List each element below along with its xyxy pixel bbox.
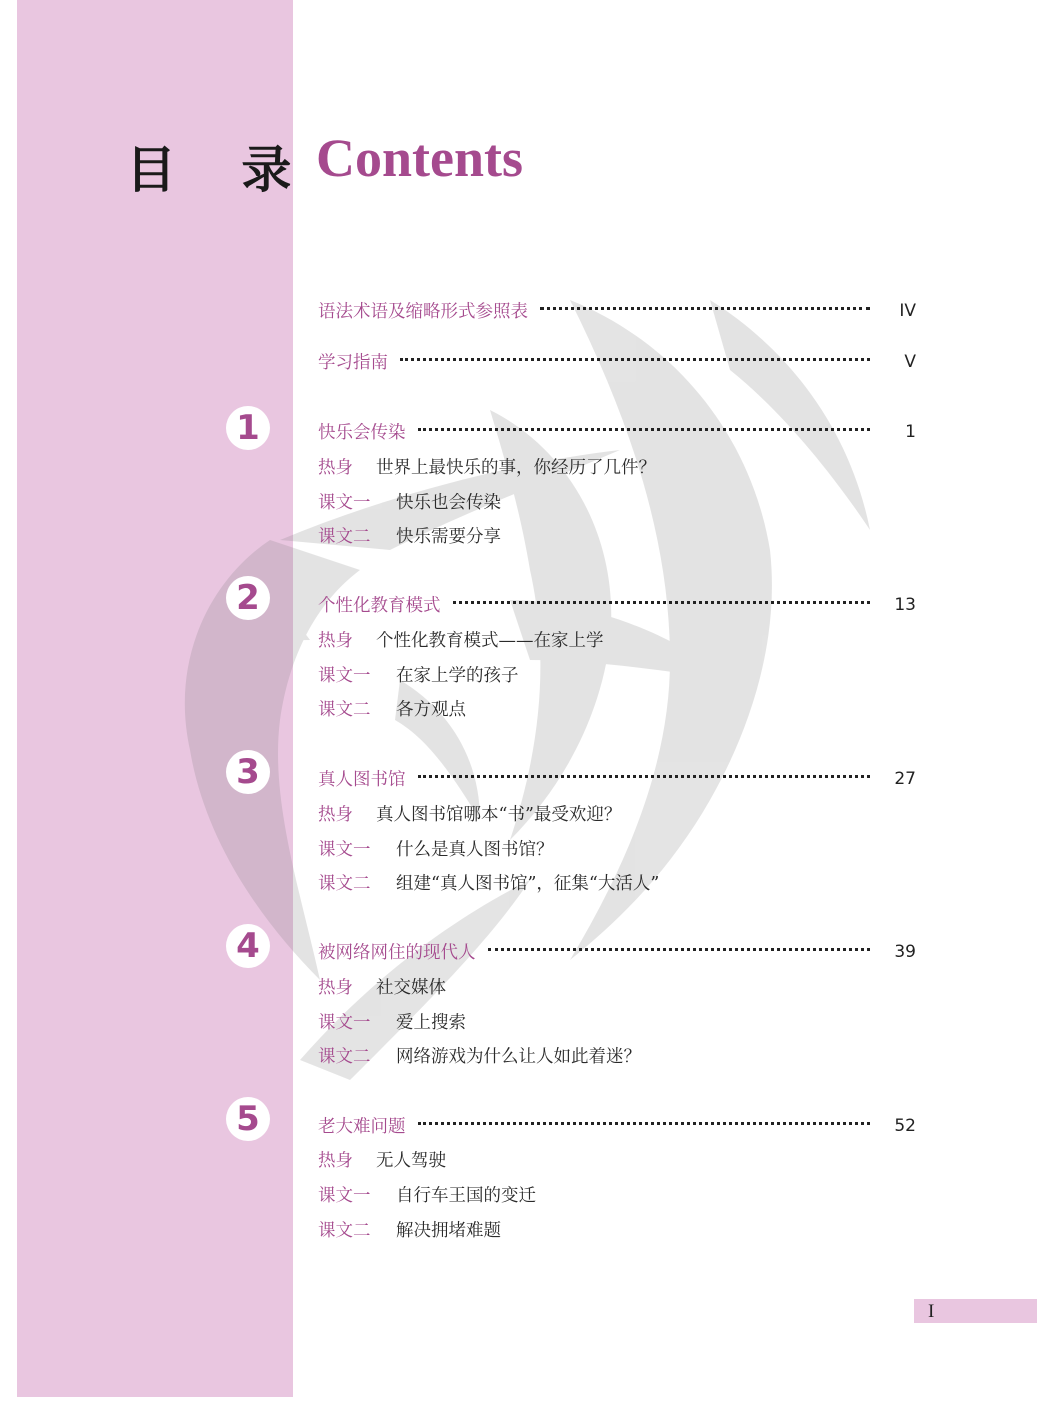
dot-leader: [400, 358, 870, 361]
text-tag: 课文一: [318, 840, 371, 860]
toc-entry-grammar-table[interactable]: [318, 298, 916, 323]
dot-leader: [418, 1122, 871, 1125]
text-tag: 课文二: [318, 700, 371, 720]
toc-page-number: 39: [894, 941, 916, 962]
sub-title: 个性化教育模式——在家上学: [376, 631, 604, 651]
unit-number-badge: 2: [226, 576, 270, 620]
toc-sub-text-1[interactable]: [318, 1182, 536, 1207]
toc-page-number: 27: [894, 768, 916, 789]
warmup-tag: 热身: [318, 978, 353, 998]
page-title-chinese: 目 录: [126, 141, 316, 199]
toc-entry-label: 语法术语及缩略形式参照表: [318, 302, 528, 322]
sub-title: 快乐也会传染: [396, 493, 501, 513]
sub-title: 解决拥堵难题: [396, 1221, 501, 1241]
toc-entry-study-guide[interactable]: [318, 349, 916, 374]
warmup-tag: 热身: [318, 458, 353, 478]
text-tag: 课文一: [318, 1013, 371, 1033]
toc-page-number: 52: [894, 1115, 916, 1136]
unit-number-badge: 5: [226, 1097, 270, 1141]
warmup-tag: 热身: [318, 1151, 353, 1171]
toc-entry-label: 真人图书馆: [318, 770, 406, 790]
toc-entry-label: 个性化教育模式: [318, 596, 441, 616]
toc-entry-unit-5[interactable]: [318, 1113, 916, 1138]
toc-entry-label: 被网络网住的现代人: [318, 943, 476, 963]
unit-number-badge: 4: [226, 924, 270, 968]
text-tag: 课文二: [318, 1047, 371, 1067]
toc-sub-text-2[interactable]: [318, 523, 501, 548]
toc-entry-unit-4[interactable]: [318, 939, 916, 964]
sub-title: 爱上搜索: [396, 1013, 466, 1033]
toc-sub-text-2[interactable]: [318, 1217, 501, 1242]
toc-sub-text-1[interactable]: [318, 1009, 466, 1034]
toc-sub-warmup[interactable]: [318, 454, 656, 479]
toc-sub-warmup[interactable]: [318, 1147, 446, 1172]
toc-entry-unit-3[interactable]: [318, 766, 916, 791]
warmup-tag: 热身: [318, 805, 353, 825]
toc-page-number: 1: [905, 421, 916, 442]
text-tag: 课文一: [318, 666, 371, 686]
sub-title: 组建“真人图书馆”，征集“大活人”: [396, 874, 660, 894]
sub-title: 自行车王国的变迁: [396, 1186, 536, 1206]
dot-leader: [453, 601, 871, 604]
sub-title: 网络游戏为什么让人如此着迷？: [396, 1047, 641, 1067]
text-tag: 课文二: [318, 1221, 371, 1241]
page-number: I: [914, 1299, 1037, 1323]
sub-title: 各方观点: [396, 700, 466, 720]
toc-sub-text-2[interactable]: [318, 870, 659, 895]
dot-leader: [418, 428, 871, 431]
sub-title: 无人驾驶: [376, 1151, 446, 1171]
toc-sub-warmup[interactable]: [318, 627, 604, 652]
sub-title: 世界上最快乐的事，你经历了几件？: [376, 458, 656, 478]
toc-entry-label: 学习指南: [318, 353, 388, 373]
warmup-tag: 热身: [318, 631, 353, 651]
dot-leader: [418, 775, 871, 778]
toc-page-number: 13: [894, 594, 916, 615]
unit-number-badge: 1: [226, 406, 270, 450]
text-tag: 课文二: [318, 527, 371, 547]
toc-sub-text-2[interactable]: [318, 1043, 641, 1068]
dot-leader: [488, 948, 871, 951]
text-tag: 课文一: [318, 1186, 371, 1206]
toc-sub-text-2[interactable]: [318, 696, 466, 721]
toc-sub-warmup[interactable]: [318, 801, 621, 826]
toc-entry-unit-2[interactable]: [318, 592, 916, 617]
toc-sub-warmup[interactable]: [318, 974, 446, 999]
toc-entry-unit-1[interactable]: [318, 419, 916, 444]
toc-entry-label: 老大难问题: [318, 1117, 406, 1137]
toc-page-number: IV: [899, 300, 916, 321]
sub-title: 真人图书馆哪本“书”最受欢迎？: [376, 805, 622, 825]
calligraphy-watermark: [150, 280, 930, 1100]
toc-sub-text-1[interactable]: [318, 662, 519, 687]
unit-number-badge: 3: [226, 750, 270, 794]
page-title-english: Contents: [316, 128, 524, 188]
text-tag: 课文一: [318, 493, 371, 513]
dot-leader: [540, 307, 870, 310]
toc-entry-label: 快乐会传染: [318, 423, 406, 443]
toc-sub-text-1[interactable]: [318, 836, 554, 861]
sub-title: 什么是真人图书馆？: [396, 840, 554, 860]
sub-title: 在家上学的孩子: [396, 666, 519, 686]
toc-sub-text-1[interactable]: [318, 489, 501, 514]
sub-title: 社交媒体: [376, 978, 446, 998]
toc-page-number: V: [904, 351, 916, 372]
sub-title: 快乐需要分享: [396, 527, 501, 547]
text-tag: 课文二: [318, 874, 371, 894]
